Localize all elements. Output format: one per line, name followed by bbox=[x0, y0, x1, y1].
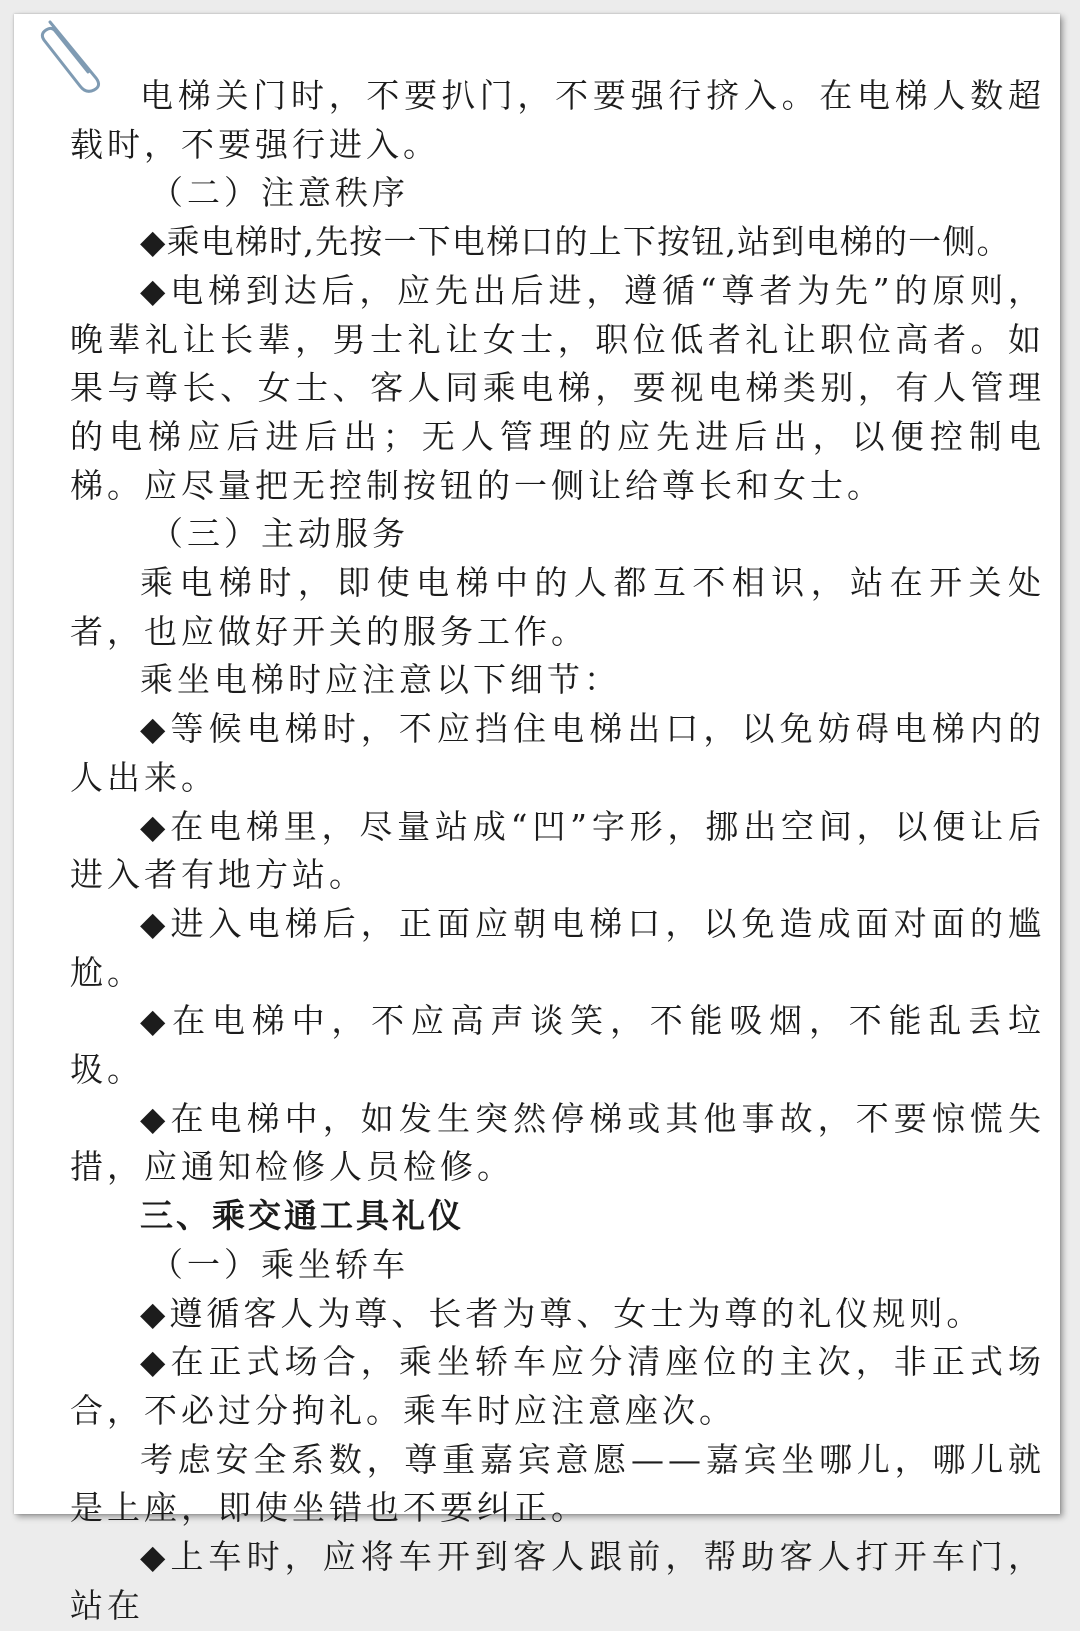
paragraph: 乘坐电梯时应注意以下细节： bbox=[140, 660, 621, 700]
paragraph: ◆电梯到达后，应先出后进，遵循“尊者为先”的原则，晚辈礼让长辈，男士礼让女士，职位低者礼让职位高者。如果与尊长、女士、客人同乘电梯，要视电梯类别，有人管理的电梯应后进后出；无人管理的应先进后出，以便控制电梯。应尽量把无控制按钮的一侧让给尊长和女士。 bbox=[70, 270, 1045, 505]
paragraph: ◆遵循客人为尊、长者为尊、女士为尊的礼仪规则。 bbox=[140, 1293, 984, 1333]
document-page bbox=[14, 14, 1060, 1625]
paragraph: ◆在电梯中，不应高声谈笑，不能吸烟，不能乱丢垃圾。 bbox=[70, 1001, 1045, 1090]
subheading: （三）主动服务 bbox=[150, 514, 409, 554]
document-body bbox=[70, 72, 1045, 1631]
paragraph: ◆在电梯里，尽量站成“凹”字形，挪出空间，以便让后进入者有地方站。 bbox=[70, 806, 1045, 895]
paragraph: 考虑安全系数，尊重嘉宾意愿——嘉宾坐哪儿，哪儿就是上座，即使坐错也不要纠正。 bbox=[70, 1439, 1045, 1528]
subheading: （一）乘坐轿车 bbox=[150, 1244, 409, 1284]
subheading: （二）注意秩序 bbox=[150, 173, 409, 213]
paragraph: ◆乘电梯时,先按一下电梯口的上下按钮,站到电梯的一侧。 bbox=[140, 222, 1011, 262]
paragraph: 乘电梯时，即使电梯中的人都互不相识，站在开关处者，也应做好开关的服务工作。 bbox=[70, 563, 1045, 651]
paragraph: ◆在正式场合，乘坐轿车应分清座位的主次，非正式场合，不必过分拘礼。乘车时应注意座次。 bbox=[70, 1342, 1045, 1430]
section-heading: 三、乘交通工具礼仪 bbox=[140, 1196, 464, 1236]
paragraph: ◆等候电梯时，不应挡住电梯出口，以免妨碍电梯内的人出来。 bbox=[70, 709, 1045, 797]
paragraph: 电梯关门时，不要扒门，不要强行挤入。在电梯人数超载时，不要强行进入。 bbox=[70, 76, 1045, 164]
paragraph: ◆上车时，应将车开到客人跟前，帮助客人打开车门，站在 bbox=[70, 1537, 1045, 1625]
paragraph: ◆进入电梯后，正面应朝电梯口，以免造成面对面的尴尬。 bbox=[70, 903, 1045, 992]
paragraph: ◆在电梯中，如发生突然停梯或其他事故，不要惊慌失措，应通知检修人员检修。 bbox=[70, 1098, 1045, 1187]
